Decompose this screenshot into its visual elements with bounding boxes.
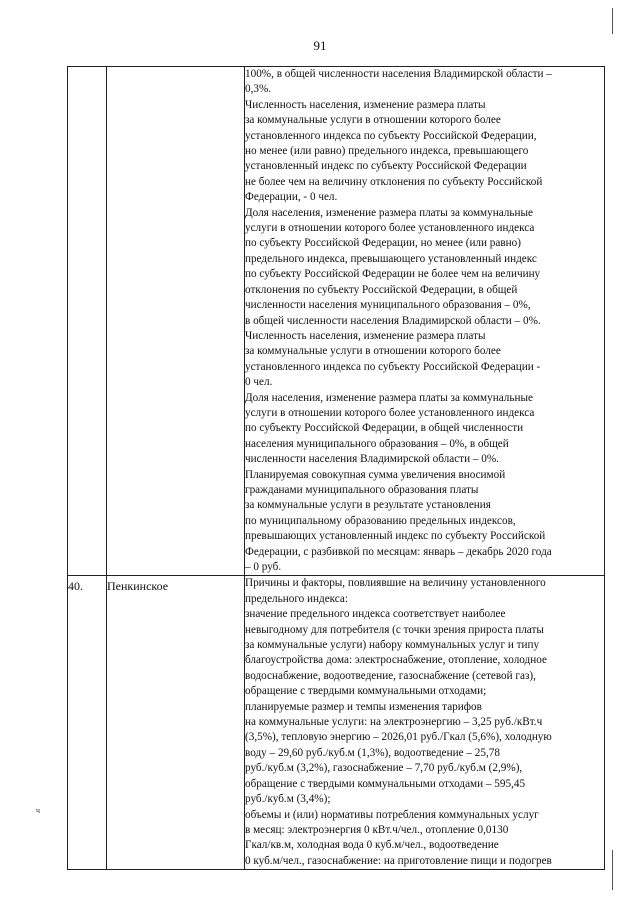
page-number: 91 xyxy=(313,38,327,53)
row-number xyxy=(68,67,106,70)
description-line: услуги в отношении которого более установленного индекса xyxy=(245,222,535,235)
description-line: по муниципальному образованию предельных индексов, xyxy=(245,514,516,527)
description-line: в месяц: электроэнергия 0 кВт.ч/чел., отопление 0,0130 xyxy=(245,823,509,836)
description-line: Численность населения, изменение размера платы xyxy=(245,98,486,111)
row-number-cell xyxy=(68,576,107,870)
municipality-name-cell xyxy=(107,576,245,870)
description-line: руб./куб.м (3,2%), газоснабжение – 7,70 руб./куб.м (2,9%), xyxy=(245,762,523,775)
description-line: значение предельного индекса соответствует наиболее xyxy=(245,608,506,621)
scan-edge-mark xyxy=(612,850,613,890)
description-line: за коммунальные услуги в отношении которого более xyxy=(245,345,501,358)
description-line: Причины и факторы, повлиявшие на величину установленного xyxy=(245,577,546,590)
description-line: невыгодному для потребителя (с точки зрения прироста платы xyxy=(245,623,544,636)
description-line: 100%, в общей численности населения Владимирской области – xyxy=(245,68,552,80)
description-line: населения муниципального образования – 0%, в общей xyxy=(245,437,509,450)
description-line: обращение с твердыми коммунальными отходами – 595,45 xyxy=(245,777,526,790)
description-line: гражданами муниципального образования платы xyxy=(245,483,479,496)
description-line: 0,3%. xyxy=(245,83,272,96)
description-line: (3,5%), тепловую энергию – 2026,01 руб./Гкал (5,6%), холодную xyxy=(245,731,552,744)
description-line: численности населения муниципального образования – 0%, xyxy=(245,299,531,312)
description-line: планируемые размер и темпы изменения тарифов xyxy=(245,700,482,713)
description-line: Федерации, с разбивкой по месяцам: январь – декабрь 2020 года xyxy=(245,545,552,558)
description-line: Гкал/кв.м, холодная вода 0 куб.м/чел., водоотведение xyxy=(245,839,499,852)
description-line: установленного индекса по субъекту Российской Федерации, xyxy=(245,129,537,142)
description-line: 0 чел. xyxy=(245,376,273,389)
row-number: 40. xyxy=(68,579,83,594)
description-line: руб./куб.м (3,4%); xyxy=(245,793,331,806)
description-line: по субъекту Российской Федерации, но менее (или равно) xyxy=(245,237,521,250)
table-row xyxy=(68,576,605,870)
description-line: превышающих установленный индекс по субъекту Российской xyxy=(245,530,546,543)
description-line: за коммунальные услуги) набору коммунальных услуг и типу xyxy=(245,639,540,652)
description-line: предельного индекса, превышающего установленный индекс xyxy=(245,252,537,265)
municipality-name-cell xyxy=(107,67,245,576)
description-line: по субъекту Российской Федерации не более чем на величину xyxy=(245,268,541,281)
description-line: но менее (или равно) предельного индекса, превышающего xyxy=(245,145,529,158)
description-line: водоснабжение, водоотведение, газоснабжение (сетевой газ), xyxy=(245,669,536,682)
description-line: численности населения Владимирской области – 0%. xyxy=(245,453,499,466)
description-cell xyxy=(245,576,605,870)
description-line: услуги в отношении которого более установленного индекса xyxy=(245,406,535,419)
description-line: в общей численности населения Владимирской области – 0%. xyxy=(245,314,541,327)
scan-edge-mark xyxy=(612,8,613,34)
description-line: – 0 руб. xyxy=(245,561,282,573)
municipality-name xyxy=(107,67,244,70)
description-cell xyxy=(245,67,605,576)
description-line: предельного индекса: xyxy=(245,592,348,605)
description-line: отклонения по субъекту Российской Федерации, в общей xyxy=(245,283,518,296)
stray-mark: ч xyxy=(36,806,41,815)
description-line: Доля населения, изменение размера платы за коммунальные xyxy=(245,206,533,219)
description-line: установленный индекс по субъекту Российской Федерации xyxy=(245,160,527,173)
description-line: за коммунальные услуги в результате установления xyxy=(245,499,491,512)
description-line: не более чем на величину отклонения по субъекту Российской xyxy=(245,175,543,188)
description-line: установленного индекса по субъекту Российской Федерации - xyxy=(245,360,541,373)
municipal-index-table xyxy=(67,66,605,870)
description-line: Доля населения, изменение размера платы за коммунальные xyxy=(245,391,533,404)
description-line: Численность населения, изменение размера платы xyxy=(245,329,486,342)
description-line: обращение с твердыми коммунальными отходами; xyxy=(245,685,487,698)
description-line: за коммунальные услуги в отношении которого более xyxy=(245,114,501,127)
table-row xyxy=(68,67,605,576)
description-line: объемы и (или) нормативы потребления коммунальных услуг xyxy=(245,808,539,821)
description-line: по субъекту Российской Федерации, в общей численности xyxy=(245,422,524,435)
description-line: на коммунальные услуги: на электроэнергию – 3,25 руб./кВт.ч xyxy=(245,716,543,729)
description-line: 0 куб.м/чел., газоснабжение: на приготовление пищи и подогрев xyxy=(245,854,552,867)
description-line: воду – 29,60 руб./куб.м (1,3%), водоотведение – 25,78 xyxy=(245,746,500,759)
description-line: благоустройства дома: электроснабжение, отопление, холодное xyxy=(245,654,547,667)
description-line: Федерации, - 0 чел. xyxy=(245,191,338,204)
municipality-name: Пенкинское xyxy=(107,579,169,594)
row-number-cell xyxy=(68,67,107,576)
description-line: Планируемая совокупная сумма увеличения вносимой xyxy=(245,468,506,481)
